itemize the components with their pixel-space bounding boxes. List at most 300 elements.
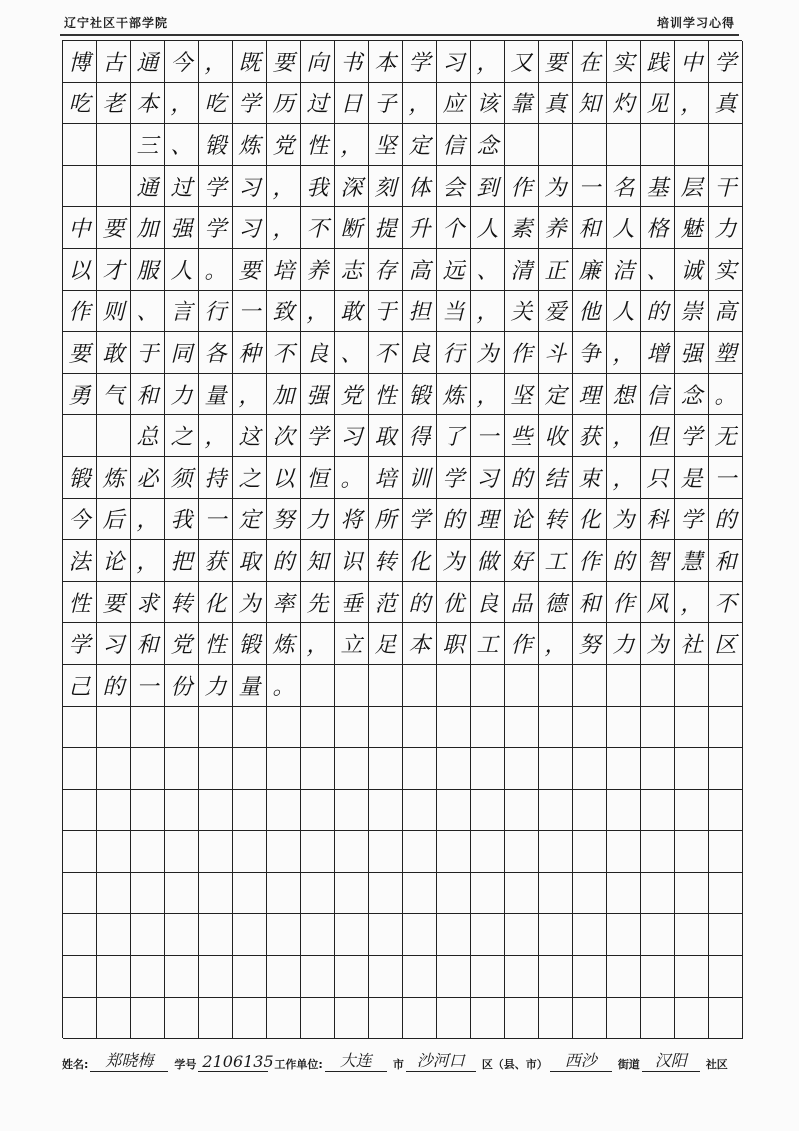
grid-cell: 三 (131, 124, 165, 166)
grid-cell: ， (471, 41, 505, 83)
grid-cell: 的 (607, 540, 641, 582)
grid-cell: 党 (335, 374, 369, 416)
signature-footer (62, 1046, 752, 1072)
grid-cell: 一 (199, 499, 233, 541)
grid-cell: 今 (165, 41, 199, 83)
grid-cell: 为 (607, 499, 641, 541)
grid-cell: 转 (165, 582, 199, 624)
grid-cell: 学 (437, 457, 471, 499)
grid-cell (131, 748, 165, 790)
grid-cell: 老 (97, 83, 131, 125)
grid-cell (471, 998, 505, 1040)
grid-cell: 正 (539, 249, 573, 291)
grid-cell: 知 (573, 83, 607, 125)
grid-cell (641, 665, 675, 707)
grid-cell: 会 (437, 166, 471, 208)
grid-cell: 和 (573, 582, 607, 624)
grid-cell: 洁 (607, 249, 641, 291)
grid-cell (709, 956, 743, 998)
grid-cell: 取 (369, 415, 403, 457)
grid-cell: 学 (199, 166, 233, 208)
grid-cell: 坚 (505, 374, 539, 416)
grid-cell: 我 (301, 166, 335, 208)
grid-cell: 行 (437, 332, 471, 374)
grid-cell: 、 (641, 249, 675, 291)
city-value: 大连 (325, 1048, 387, 1072)
grid-cell: 良 (471, 582, 505, 624)
grid-cell (335, 790, 369, 832)
grid-cell: 些 (505, 415, 539, 457)
grid-cell (233, 873, 267, 915)
grid-cell (301, 707, 335, 749)
grid-cell (165, 956, 199, 998)
grid-cell (233, 998, 267, 1040)
grid-cell: 职 (437, 623, 471, 665)
grid-cell (267, 914, 301, 956)
grid-cell: 为 (539, 166, 573, 208)
grid-cell: 同 (165, 332, 199, 374)
grid-cell: 中 (63, 207, 97, 249)
grid-cell: 要 (97, 582, 131, 624)
grid-cell: 力 (165, 374, 199, 416)
grid-cell: ， (607, 332, 641, 374)
grid-cell: 优 (437, 582, 471, 624)
student-id-value: 2106135 (198, 1052, 268, 1072)
grid-cell (97, 914, 131, 956)
grid-cell: 过 (165, 166, 199, 208)
grid-cell (675, 873, 709, 915)
grid-cell: 得 (403, 415, 437, 457)
grid-cell (335, 956, 369, 998)
grid-cell (505, 124, 539, 166)
grid-cell (709, 914, 743, 956)
grid-cell: 存 (369, 249, 403, 291)
grid-cell: 区 (709, 623, 743, 665)
grid-cell (675, 831, 709, 873)
grid-cell: 气 (97, 374, 131, 416)
grid-cell: 论 (505, 499, 539, 541)
grid-cell: 转 (539, 499, 573, 541)
grid-cell (403, 707, 437, 749)
grid-cell (301, 998, 335, 1040)
grid-cell (403, 956, 437, 998)
grid-cell (335, 873, 369, 915)
grid-cell: 为 (233, 582, 267, 624)
grid-cell (63, 873, 97, 915)
grid-cell: 体 (403, 166, 437, 208)
grid-cell: 量 (233, 665, 267, 707)
grid-cell: 定 (233, 499, 267, 541)
grid-cell: 人 (165, 249, 199, 291)
grid-cell: 取 (233, 540, 267, 582)
grid-cell: 之 (233, 457, 267, 499)
street-label: 街道 (617, 1058, 640, 1071)
grid-cell: 他 (573, 291, 607, 333)
grid-cell (369, 748, 403, 790)
street-value: 西沙 (550, 1048, 612, 1072)
grid-cell: 锻 (403, 374, 437, 416)
grid-cell (131, 998, 165, 1040)
grid-cell: 升 (403, 207, 437, 249)
grid-cell (63, 790, 97, 832)
grid-cell (335, 665, 369, 707)
grid-cell (539, 790, 573, 832)
grid-cell (63, 707, 97, 749)
grid-cell (709, 998, 743, 1040)
grid-cell (97, 707, 131, 749)
grid-cell (607, 707, 641, 749)
name-label: 姓名: (62, 1058, 89, 1071)
grid-cell: 作 (505, 166, 539, 208)
grid-cell: 习 (233, 207, 267, 249)
grid-cell: 学 (233, 83, 267, 125)
header-divider (60, 34, 739, 36)
grid-cell: 于 (369, 291, 403, 333)
grid-cell: 性 (301, 124, 335, 166)
district-label: 区（县、市） (481, 1058, 548, 1071)
grid-cell (641, 790, 675, 832)
grid-cell: 习 (97, 623, 131, 665)
grid-cell: ， (165, 83, 199, 125)
grid-cell (437, 665, 471, 707)
grid-cell (369, 873, 403, 915)
grid-cell (63, 831, 97, 873)
grid-cell: 增 (641, 332, 675, 374)
grid-cell: 一 (471, 415, 505, 457)
grid-cell: 该 (471, 83, 505, 125)
grid-cell: 作 (63, 291, 97, 333)
grid-cell (675, 665, 709, 707)
grid-cell: 在 (573, 41, 607, 83)
grid-cell: 和 (131, 374, 165, 416)
grid-cell: 塑 (709, 332, 743, 374)
grid-cell: 信 (641, 374, 675, 416)
grid-cell: 勇 (63, 374, 97, 416)
grid-cell: 不 (709, 582, 743, 624)
grid-cell: 这 (233, 415, 267, 457)
grid-cell: 炼 (437, 374, 471, 416)
grid-cell: 要 (539, 41, 573, 83)
grid-cell (267, 790, 301, 832)
grid-cell: 为 (471, 332, 505, 374)
grid-cell: ， (199, 415, 233, 457)
grid-cell: 量 (199, 374, 233, 416)
grid-cell: 做 (471, 540, 505, 582)
grid-cell (709, 707, 743, 749)
grid-cell (641, 124, 675, 166)
grid-cell: 将 (335, 499, 369, 541)
grid-cell: 识 (335, 540, 369, 582)
grid-cell (301, 914, 335, 956)
grid-cell: 争 (573, 332, 607, 374)
grid-cell: 的 (403, 582, 437, 624)
grid-cell: 。 (267, 665, 301, 707)
grid-cell: 学 (403, 41, 437, 83)
grid-cell: 则 (97, 291, 131, 333)
grid-cell (403, 790, 437, 832)
grid-cell (97, 873, 131, 915)
grid-cell: 良 (301, 332, 335, 374)
grid-cell (505, 748, 539, 790)
grid-cell (97, 790, 131, 832)
grid-cell (403, 748, 437, 790)
grid-cell (131, 914, 165, 956)
grid-cell: ， (607, 415, 641, 457)
grid-cell: 立 (335, 623, 369, 665)
grid-cell: 践 (641, 41, 675, 83)
grid-cell (97, 998, 131, 1040)
grid-cell (301, 831, 335, 873)
grid-cell (539, 873, 573, 915)
grid-cell (539, 956, 573, 998)
grid-cell: 、 (131, 291, 165, 333)
grid-cell: 过 (301, 83, 335, 125)
grid-cell: 博 (63, 41, 97, 83)
grid-cell (437, 790, 471, 832)
grid-cell: 力 (709, 207, 743, 249)
city-label: 市 (392, 1058, 404, 1071)
grid-cell: 力 (199, 665, 233, 707)
grid-cell: 以 (63, 249, 97, 291)
writing-grid (62, 40, 742, 1038)
grid-cell (607, 914, 641, 956)
grid-cell (607, 665, 641, 707)
grid-cell (97, 956, 131, 998)
grid-cell: 的 (437, 499, 471, 541)
grid-cell (539, 748, 573, 790)
grid-cell (471, 665, 505, 707)
grid-cell (267, 956, 301, 998)
grid-cell: ， (233, 374, 267, 416)
grid-cell: 于 (131, 332, 165, 374)
grid-cell: 养 (539, 207, 573, 249)
grid-cell: 炼 (233, 124, 267, 166)
grid-cell: 和 (573, 207, 607, 249)
grid-cell (437, 956, 471, 998)
grid-cell (369, 956, 403, 998)
grid-cell: 性 (369, 374, 403, 416)
grid-cell (369, 998, 403, 1040)
grid-cell (403, 831, 437, 873)
grid-cell: 本 (369, 41, 403, 83)
grid-cell: 持 (199, 457, 233, 499)
grid-cell (539, 998, 573, 1040)
grid-cell (131, 831, 165, 873)
grid-cell: 实 (709, 249, 743, 291)
grid-cell: 。 (709, 374, 743, 416)
grid-cell (63, 124, 97, 166)
grid-cell: 魅 (675, 207, 709, 249)
grid-cell (301, 790, 335, 832)
grid-cell: 书 (335, 41, 369, 83)
student-id-label: 学号 (174, 1058, 197, 1071)
grid-cell: 的 (709, 499, 743, 541)
grid-cell: 个 (437, 207, 471, 249)
grid-cell (267, 831, 301, 873)
grid-cell (471, 831, 505, 873)
grid-cell (267, 748, 301, 790)
grid-cell: 理 (471, 499, 505, 541)
grid-cell: 所 (369, 499, 403, 541)
grid-cell (675, 914, 709, 956)
grid-cell (233, 956, 267, 998)
grid-cell (131, 956, 165, 998)
grid-cell: 一 (233, 291, 267, 333)
grid-cell: 真 (709, 83, 743, 125)
grid-cell (505, 707, 539, 749)
grid-cell: 向 (301, 41, 335, 83)
grid-cell: 无 (709, 415, 743, 457)
grid-cell: 慧 (675, 540, 709, 582)
grid-cell: 先 (301, 582, 335, 624)
grid-cell (505, 998, 539, 1040)
grid-cell: ， (471, 291, 505, 333)
grid-cell: 法 (63, 540, 97, 582)
grid-cell: 只 (641, 457, 675, 499)
grid-cell: 吃 (63, 83, 97, 125)
grid-cell: 真 (539, 83, 573, 125)
grid-cell: ， (199, 41, 233, 83)
grid-cell (369, 914, 403, 956)
grid-cell (301, 748, 335, 790)
grid-cell: 灼 (607, 83, 641, 125)
grid-cell: 总 (131, 415, 165, 457)
grid-cell: 强 (301, 374, 335, 416)
grid-cell: ， (607, 457, 641, 499)
grid-cell (641, 707, 675, 749)
grid-cell (63, 748, 97, 790)
grid-cell: 实 (607, 41, 641, 83)
grid-cell: ， (131, 499, 165, 541)
district-value: 沙河口 (406, 1048, 476, 1072)
grid-cell: 、 (471, 249, 505, 291)
grid-cell (97, 748, 131, 790)
grid-cell (607, 831, 641, 873)
grid-cell: 份 (165, 665, 199, 707)
grid-cell: 既 (233, 41, 267, 83)
grid-cell: 古 (97, 41, 131, 83)
grid-cell (233, 707, 267, 749)
grid-cell: 坚 (369, 124, 403, 166)
grid-cell (471, 914, 505, 956)
grid-cell: 加 (131, 207, 165, 249)
grid-cell: 性 (199, 623, 233, 665)
grid-cell: 工 (471, 623, 505, 665)
grid-cell: 名 (607, 166, 641, 208)
grid-cell (471, 956, 505, 998)
grid-cell: 习 (437, 41, 471, 83)
grid-cell (97, 831, 131, 873)
grid-cell: 一 (131, 665, 165, 707)
grid-cell: 要 (97, 207, 131, 249)
grid-cell: 通 (131, 166, 165, 208)
grid-cell (573, 124, 607, 166)
grid-cell: 关 (505, 291, 539, 333)
grid-cell: 干 (709, 166, 743, 208)
grid-cell: 今 (63, 499, 97, 541)
grid-cell: 作 (505, 332, 539, 374)
grid-cell: 担 (403, 291, 437, 333)
grid-cell: 化 (403, 540, 437, 582)
grid-cell: 格 (641, 207, 675, 249)
grid-cell: 言 (165, 291, 199, 333)
grid-cell: 和 (709, 540, 743, 582)
grid-cell (641, 748, 675, 790)
grid-cell (505, 831, 539, 873)
grid-cell (539, 831, 573, 873)
grid-cell (641, 956, 675, 998)
grid-cell (403, 914, 437, 956)
grid-cell: 历 (267, 83, 301, 125)
grid-cell: ， (539, 623, 573, 665)
grid-cell: 应 (437, 83, 471, 125)
grid-cell (573, 748, 607, 790)
grid-cell: 力 (301, 499, 335, 541)
grid-cell: 良 (403, 332, 437, 374)
grid-cell (505, 873, 539, 915)
grid-cell: 、 (165, 124, 199, 166)
grid-cell (233, 790, 267, 832)
grid-cell: 培 (369, 457, 403, 499)
grid-cell: 才 (97, 249, 131, 291)
grid-cell (199, 873, 233, 915)
grid-cell: 本 (131, 83, 165, 125)
grid-cell: 次 (267, 415, 301, 457)
grid-cell: 的 (505, 457, 539, 499)
grid-cell: ， (131, 540, 165, 582)
grid-cell (63, 998, 97, 1040)
grid-cell: 强 (675, 332, 709, 374)
grid-cell: 智 (641, 540, 675, 582)
grid-cell (437, 748, 471, 790)
grid-cell: 锻 (199, 124, 233, 166)
grid-cell: 养 (301, 249, 335, 291)
grid-cell (573, 998, 607, 1040)
grid-cell: 率 (267, 582, 301, 624)
grid-cell: 风 (641, 582, 675, 624)
grid-cell (165, 790, 199, 832)
grid-cell: 要 (63, 332, 97, 374)
grid-cell: 的 (97, 665, 131, 707)
grid-cell: 学 (675, 499, 709, 541)
grid-cell (233, 831, 267, 873)
grid-cell: 我 (165, 499, 199, 541)
grid-cell: 不 (267, 332, 301, 374)
grid-cell (471, 873, 505, 915)
grid-cell (369, 831, 403, 873)
grid-cell: 种 (233, 332, 267, 374)
grid-cell: 提 (369, 207, 403, 249)
grid-cell (675, 790, 709, 832)
grid-cell (471, 748, 505, 790)
grid-cell (403, 998, 437, 1040)
grid-cell: 范 (369, 582, 403, 624)
grid-cell (233, 748, 267, 790)
grid-cell (573, 665, 607, 707)
grid-cell: 基 (641, 166, 675, 208)
grid-cell (607, 790, 641, 832)
grid-cell: 一 (573, 166, 607, 208)
grid-cell (539, 665, 573, 707)
grid-cell: 清 (505, 249, 539, 291)
grid-cell: 学 (63, 623, 97, 665)
grid-cell (437, 831, 471, 873)
grid-cell: 之 (165, 415, 199, 457)
grid-cell: 到 (471, 166, 505, 208)
grid-cell: 本 (403, 623, 437, 665)
grid-cell: ， (301, 291, 335, 333)
grid-cell (607, 748, 641, 790)
